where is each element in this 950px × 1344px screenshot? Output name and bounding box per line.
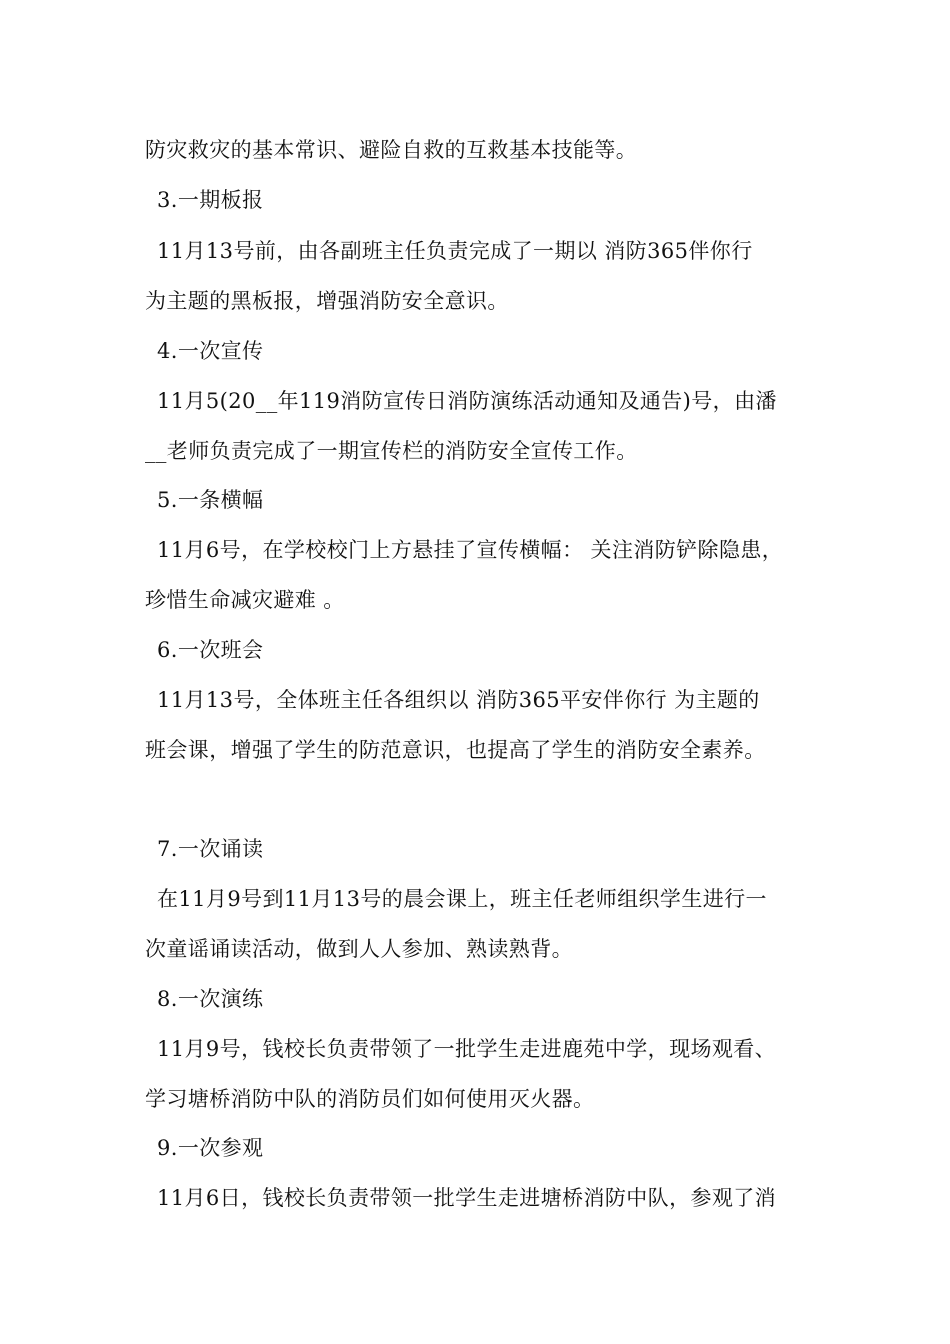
- text-line: 班会课，增强了学生的防范意识，也提高了学生的消防安全素养。: [145, 738, 766, 762]
- text-line: 次童谣诵读活动，做到人人参加、熟读熟背。: [145, 937, 573, 961]
- section-heading: 5.一条横幅: [157, 488, 264, 512]
- text-line: 11月13号，全体班主任各组织以 消防365平安伴你行 为主题的: [157, 688, 760, 712]
- section-heading: 9.一次参观: [157, 1136, 264, 1160]
- text-line: 学习塘桥消防中队的消防员们如何使用灭火器。: [145, 1087, 595, 1111]
- text-line: 11月13号前，由各副班主任负责完成了一期以 消防365伴你行: [157, 239, 753, 263]
- text-line: 在11月9号到11月13号的晨会课上，班主任老师组织学生进行一: [157, 887, 767, 911]
- text-line: 11月5(20__年119消防宣传日消防演练活动通知及通告)号，由潘: [157, 389, 777, 413]
- section-heading: 7.一次诵读: [157, 837, 264, 861]
- text-line: 11月9号，钱校长负责带领了一批学生走进鹿苑中学，现场观看、: [157, 1037, 777, 1061]
- text-line: 珍惜生命减灾避难 。: [145, 588, 345, 612]
- section-heading: 4.一次宣传: [157, 339, 264, 363]
- text-line: __老师负责完成了一期宣传栏的消防安全宣传工作。: [145, 439, 638, 463]
- section-heading: 8.一次演练: [157, 987, 264, 1011]
- text-line: 11月6号，在学校校门上方悬挂了宣传横幅： 关注消防铲除隐患，: [157, 538, 784, 562]
- text-line: 防灾救灾的基本常识、避险自救的互救基本技能等。: [145, 138, 638, 162]
- text-line: 为主题的黑板报，增强消防安全意识。: [145, 289, 509, 313]
- text-line: 11月6日，钱校长负责带领一批学生走进塘桥消防中队，参观了消: [157, 1186, 777, 1210]
- section-heading: 3.一期板报: [157, 188, 264, 212]
- section-heading: 6.一次班会: [157, 638, 264, 662]
